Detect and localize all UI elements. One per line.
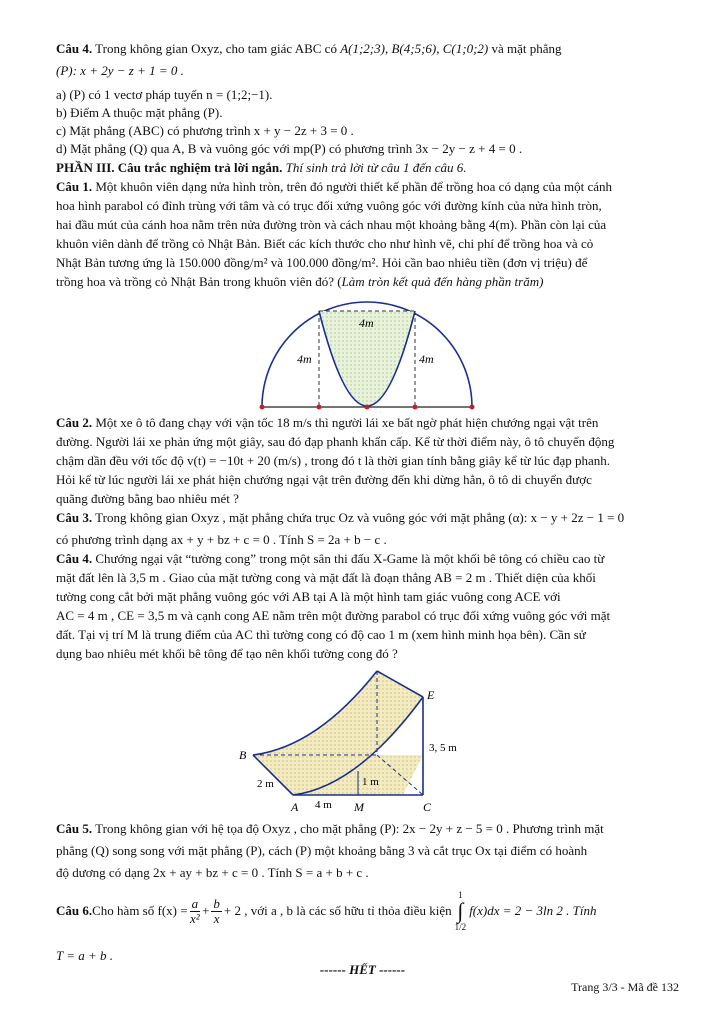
question-label: Câu 1.	[56, 179, 93, 194]
label-m1: 1 m	[362, 776, 379, 788]
question-label: Câu 4.	[56, 41, 93, 56]
question-label: Câu 6.	[56, 903, 93, 918]
label-E: E	[427, 688, 435, 702]
end-mark: ------ HẾT ------	[319, 962, 406, 977]
question-3: Câu 3. Trong không gian Oxyz , mặt phẳng chứa trục Oz và vuông góc với mặt phẳng (α): x − y + 2z − 1 = 0 có phương trình dạng ax + y + bz + c = 0 . Tính S = 2a + b − c .	[56, 510, 625, 547]
part-3-heading: PHẦN III. Câu trắc nghiệm trả lời ngắn. Thí sinh trả lời từ câu 1 đến câu 6.	[56, 160, 467, 175]
label-ab: 2 m	[257, 778, 274, 790]
question-5: Câu 5. Trong không gian với hệ tọa độ Oxyz , cho mặt phẳng (P): 2x − 2y + z − 5 = 0 . Phương trình mặt phẳng (Q) song song với mặt phẳng (P), cách (P) một khoảng bằng 3 và cắt trục Ox tại điểm có hoành độ dương có dạng 2x + ay + bz + c = 0 . Tính S = a + b + c .	[56, 821, 604, 880]
label-ac: 4 m	[315, 799, 332, 811]
label-top-4m: 4m	[359, 316, 374, 330]
label-M: M	[354, 800, 364, 814]
exam-page	[56, 34, 678, 965]
fraction-a-over-x2: $\frac{a}{\text{x²}}$	[189, 895, 200, 926]
point	[260, 405, 265, 410]
curved-wall-figure	[237, 667, 497, 817]
label-A: A	[291, 800, 299, 814]
statement-d: d) Mặt phẳng (Q) qua A, B và vuông góc với mp(P) có phương trình 3x − 2y − z + 4 = 0 .	[56, 141, 523, 156]
question-2: Câu 2. Một xe ô tô đang chạy với vận tốc 18 m/s thì người lái xe bất ngờ phát hiện chướng ngại vật trên đường. Người lái xe phản ứng một giây, sau đó đạp phanh khẩn cấp. Kể từ thời điểm này, ô tô chuyển động chậm dần đều với tốc độ v(t) = −10t + 20 (m/s) , trong đó t là thời gian tính bằng giây kể từ lúc đạp phanh. Hỏi kể từ lúc người lái xe phát hiện chướng ngại vật trên đường đến khi dừng hẳn, ô tô di chuyển được quãng đường bằng bao nhiêu mét ?	[56, 415, 615, 506]
fraction-b-over-x: $\frac{b}{x}$	[213, 895, 220, 926]
question-4-stem: Câu 4. Trong không gian Oxyz, cho tam giác ABC có A(1;2;3), B(4;5;6), C(1;0;2) và mặt phẳng	[56, 41, 562, 56]
label-C: C	[423, 800, 432, 814]
semicircle-parabola-figure	[237, 291, 497, 413]
statement-c: c) Mặt phẳng (ABC) có phương trình x + y − 2z + 3 = 0 .	[56, 123, 354, 138]
label-right-4m: 4m	[419, 352, 434, 366]
question-4-curved-wall: Câu 4. Chướng ngại vật “tường cong” trong một sân thi đấu X-Game là một khối bê tông có chiều cao từ mặt đất lên là 3,5 m . Giao của mặt tường cong và mặt đất là đoạn thẳng AB = 2 m . Thiết diện của khối tường cong cắt bởi mặt phẳng vuông góc với AB tại A là một hình tam giác vuông cong ACE với AC = 4 m , CE = 3,5 m và cạnh cong AE nằm trên một đường parabol có trục đối xứng vuông góc với mặt đất. Tại vị trí M là trung điểm của AC thì tường cong có độ cao 1 m (xem hình minh họa bên). Cần sử dụng bao nhiêu mét khối bê tông để tạo nên khối tường cong đó ?	[56, 551, 611, 661]
question-label: Câu 4.	[56, 551, 93, 566]
question-label: Câu 3.	[56, 510, 93, 525]
question-6: Câu 6. Cho hàm số f(x) = $\frac{a}{\text{x²}}$ + $\frac{b}{x}$ + 2 , với a , b là các số hữu tỉ thỏa điều kiện 1 ∫ 1/2 f(x)dx = 2 − 3ln 2 . Tính T = a + b .	[56, 890, 597, 963]
plane-equation: (P): x + 2y − z + 1 = 0 .	[56, 63, 184, 78]
point	[470, 405, 475, 410]
question-label: Câu 2.	[56, 415, 93, 430]
label-left-4m: 4m	[297, 352, 312, 366]
page-footer: Trang 3/3 - Mã đề 132	[571, 980, 679, 994]
statement-a: a) (P) có 1 vectơ pháp tuyến n = (1;2;−1).	[56, 87, 273, 102]
integral-sign: 1 ∫ 1/2	[454, 890, 467, 932]
point	[317, 405, 322, 410]
label-B: B	[239, 748, 247, 762]
point	[365, 405, 370, 410]
question-4-true-false	[56, 40, 678, 158]
question-1: Câu 1. Một khuôn viên dạng nửa hình tròn, trên đó người thiết kế phần để trồng hoa có dạng của một cánh hoa hình parabol có đỉnh trùng với tâm và có trục đối xứng vuông góc với đường kính của nửa hình tròn, hai đầu mút của cánh hoa nằm trên nửa đường tròn và cách nhau một khoảng bằng 4(m). Phần còn lại của khuôn viên dành để trồng cỏ Nhật Bản. Biết các kích thước cho như hình vẽ, chi phí để trồng hoa và cỏ Nhật Bản tương ứng là 150.000 đồng/m² và 100.000 đồng/m². Hỏi cần bao nhiêu tiền (đơn vị triệu) để trồng hoa và trồng cỏ Nhật Bản trong khuôn viên đó? (Làm tròn kết quả đến hàng phần trăm)	[56, 179, 613, 289]
statement-b: b) Điểm A thuộc mặt phẳng (P).	[56, 105, 223, 120]
label-height: 3, 5 m	[429, 742, 457, 754]
question-label: Câu 5.	[56, 821, 93, 836]
point	[413, 405, 418, 410]
